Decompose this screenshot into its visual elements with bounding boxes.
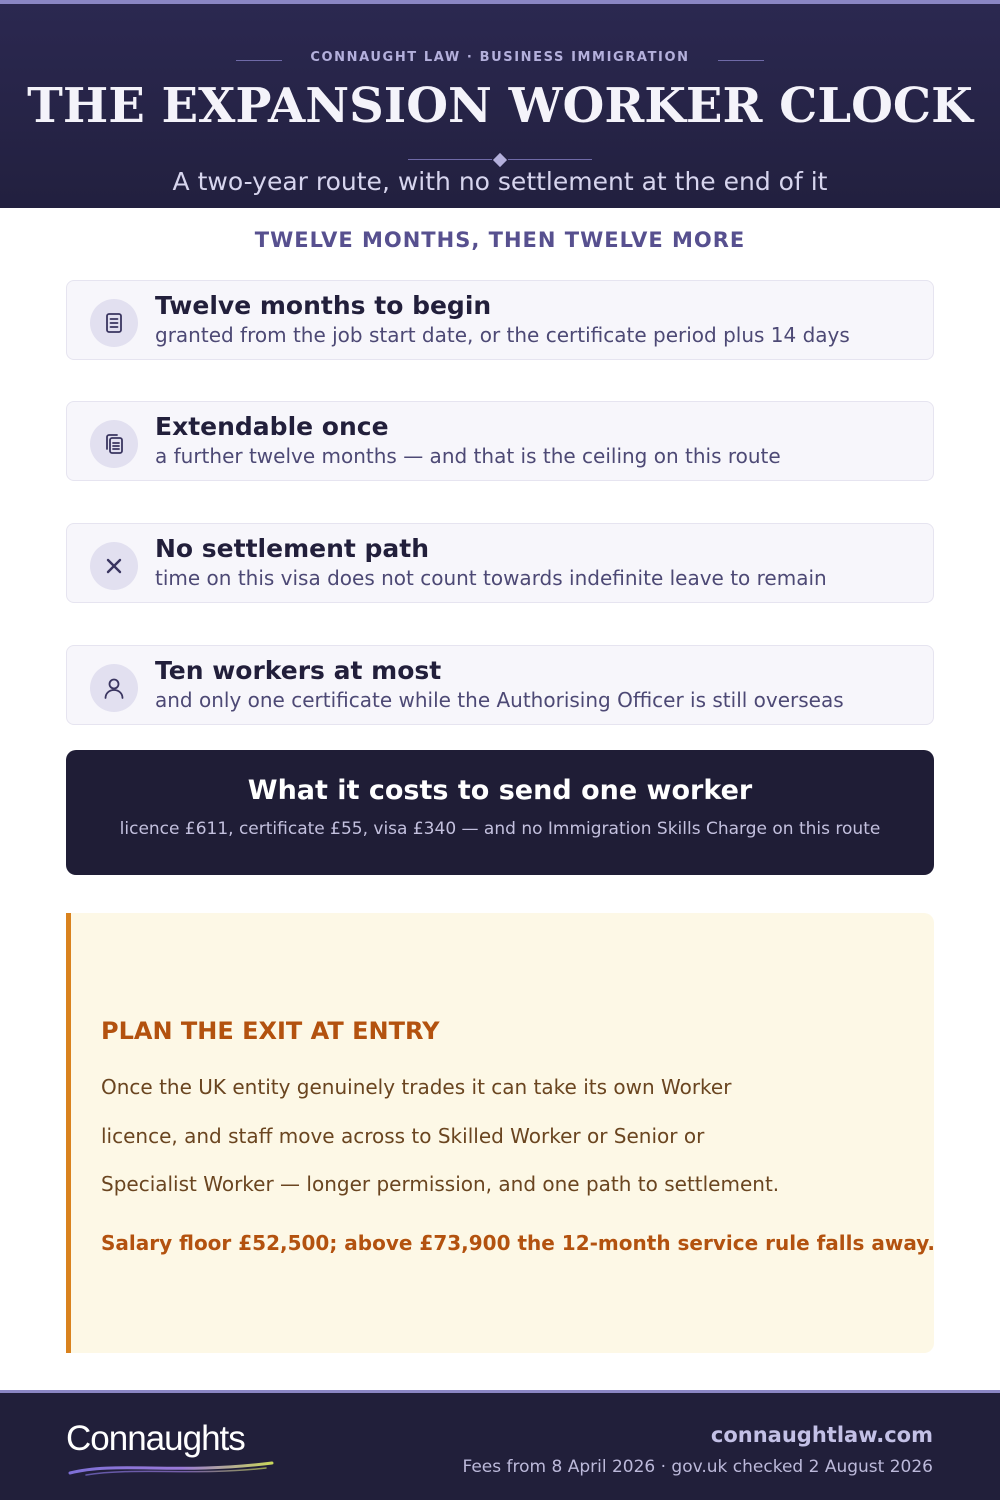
- card-title: Extendable once: [155, 412, 389, 441]
- person-icon: [90, 664, 138, 712]
- plan-text-line: licence, and staff move across to Skilled Worker or Senior or: [101, 1124, 705, 1148]
- divider-rule-right: [508, 159, 592, 160]
- card-title: Ten workers at most: [155, 656, 442, 685]
- cost-panel: [66, 750, 934, 875]
- footer: [0, 1390, 1000, 1500]
- close-icon: [90, 542, 138, 590]
- plan-text-line: Specialist Worker — longer permission, and one path to settlement.: [101, 1172, 780, 1196]
- logo-swoosh: [66, 1459, 276, 1477]
- header-banner: [0, 0, 1000, 208]
- fact-card-extend: [66, 401, 934, 481]
- copy-icon: [90, 420, 138, 468]
- kicker-row: [0, 50, 1000, 72]
- page-title: THE EXPANSION WORKER CLOCK: [27, 78, 973, 134]
- card-title: Twelve months to begin: [155, 291, 492, 320]
- page-subtitle: A two-year route, with no settlement at the end of it: [172, 167, 828, 196]
- card-title: No settlement path: [155, 534, 430, 563]
- website-link[interactable]: connaughtlaw.com: [710, 1423, 933, 1447]
- fact-card-begin: [66, 280, 934, 360]
- plan-text-line: Once the UK entity genuinely trades it can take its own Worker: [101, 1075, 732, 1099]
- section-heading: TWELVE MONTHS, THEN TWELVE MORE: [254, 228, 746, 252]
- logo-wordmark: Connaughts: [66, 1419, 245, 1458]
- salary-note: Salary floor £52,500; above £73,900 the 12-month service rule falls away.: [101, 1231, 936, 1255]
- plan-title: PLAN THE EXIT AT ENTRY: [101, 1017, 440, 1045]
- cost-title: What it costs to send one worker: [247, 775, 753, 806]
- card-description: time on this visa does not count towards indefinite leave to remain: [155, 566, 827, 590]
- connaughts-logo: [66, 1419, 286, 1479]
- kicker-text: CONNAUGHT LAW · BUSINESS IMMIGRATION: [310, 50, 690, 65]
- divider-rule-left: [408, 159, 492, 160]
- fact-card-workers: [66, 645, 934, 725]
- document-icon: [90, 299, 138, 347]
- title-divider: [0, 154, 1000, 166]
- card-description: granted from the job start date, or the certificate period plus 14 days: [155, 323, 850, 347]
- fees-note: Fees from 8 April 2026 · gov.uk checked 2 August 2026: [462, 1457, 933, 1477]
- diamond-ornament: [493, 153, 507, 167]
- cost-description: licence £611, certificate £55, visa £340 — and no Immigration Skills Charge on this route: [119, 819, 881, 839]
- fact-card-settlement: [66, 523, 934, 603]
- card-description: and only one certificate while the Authorising Officer is still overseas: [155, 688, 844, 712]
- card-description: a further twelve months — and that is the ceiling on this route: [155, 444, 781, 468]
- kicker-rule-right: [718, 60, 764, 61]
- plan-callout: [66, 913, 934, 1353]
